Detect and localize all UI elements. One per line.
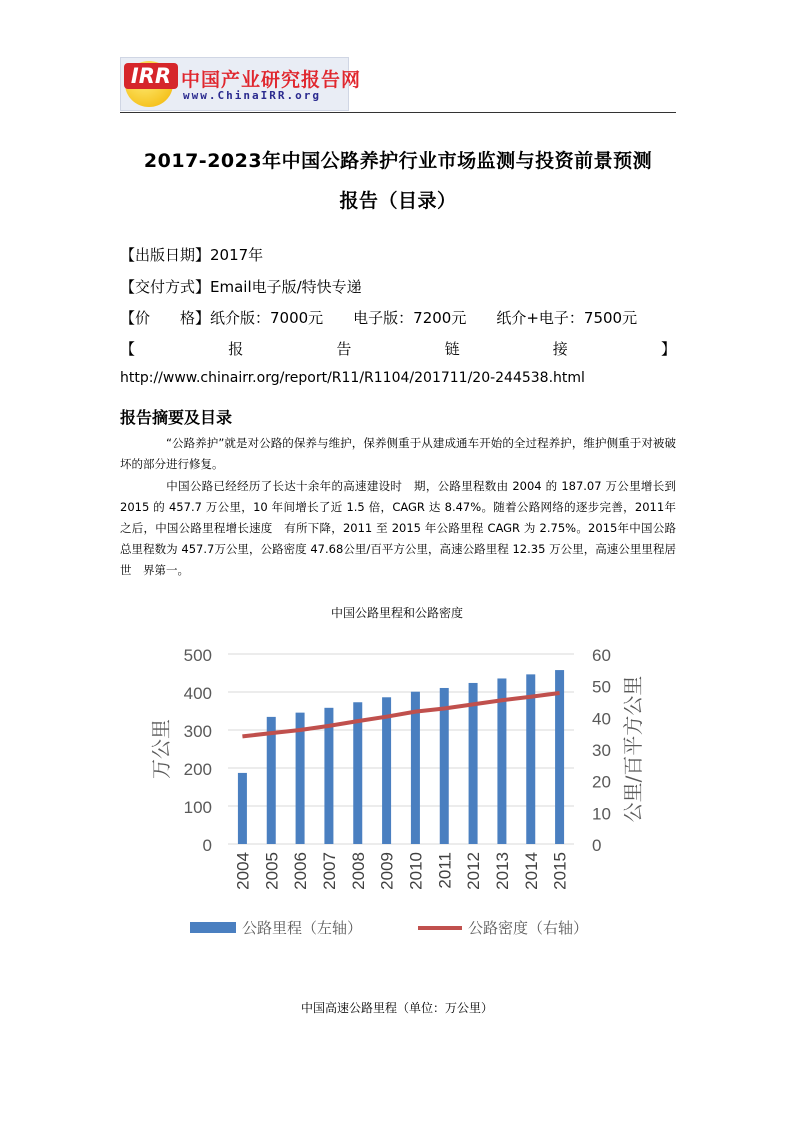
x-tick-label: 2009 (377, 852, 397, 890)
road-mileage-chart (0, 620, 794, 940)
left-tick-label: 400 (183, 684, 212, 703)
right-tick-label: 10 (592, 804, 611, 824)
right-tick-label: 30 (592, 741, 611, 760)
report-link-label (120, 338, 676, 359)
x-tick-label: 2015 (550, 852, 570, 890)
legend-swatch-bar (190, 922, 236, 933)
left-tick-label: 100 (183, 798, 212, 817)
link-label-char: 】 (660, 340, 676, 358)
link-label-char: 接 (552, 340, 568, 358)
chart-title: 中国公路里程和公路密度 (330, 606, 463, 620)
next-chart-caption: 中国高速公路里程（单位：万公里） (300, 1001, 493, 1015)
price-info: 【价 格】纸介版：7000元 电子版：7200元 纸介+电子：7500元 (120, 309, 638, 327)
company-logo (120, 57, 362, 111)
right-axis-title: 公里/百平方公里 (621, 675, 645, 823)
x-tick-label: 2014 (521, 852, 541, 890)
summary-paragraph-2: 中国公路已经经历了长达十余年的高速建设时 期，公路里程数由 2004 的 187.07 万公里增长到 2015 的 457.7 万公里，10 年间增长了近 1.5 倍，CAGR 达 8.47%。随着公路网络的逐步完善，2011年之后，中国公路里程增长速度 有所下降，2011 至 2015 年公路里程 CAGR 为 2.75%。2015年中国公路总里程数为 457.7万公里，公路密度 47.68公里/百平方公里，高速公路里程 12.35 万公里，高速公里里程居世 界第一。 (120, 479, 676, 577)
publish-date: 【出版日期】2017年 (120, 246, 264, 264)
right-tick-label: 0 (592, 836, 602, 855)
x-tick-label: 2012 (464, 852, 484, 890)
report-link-url[interactable]: http://www.chinairr.org/report/R11/R1104/201711/20-244538.html (120, 370, 585, 386)
logo-badge-text: IRR (124, 63, 178, 89)
x-tick-label: 2011 (435, 852, 455, 889)
bar-2010 (411, 692, 420, 844)
left-tick-label: 300 (183, 722, 212, 741)
x-tick-label: 2005 (262, 852, 282, 890)
legend-label-line: 公路密度（右轴） (468, 919, 589, 937)
left-tick-label: 200 (183, 760, 212, 779)
x-tick-label: 2004 (233, 852, 253, 890)
legend-label-bar: 公路里程（左轴） (242, 919, 363, 937)
section-title: 报告摘要及目录 (120, 408, 233, 427)
bar-2005 (267, 717, 276, 844)
report-title-line1: 2017-2023年中国公路养护行业市场监测与投资前景预测 (143, 150, 653, 172)
link-label-char: 告 (336, 340, 352, 358)
x-tick-label: 2007 (319, 852, 339, 890)
logo-brand-url: www.ChinaIRR.org (183, 89, 321, 102)
delivery-method: 【交付方式】Email电子版/特快专递 (120, 278, 362, 296)
left-tick-label: 500 (183, 646, 212, 665)
logo-brand-name: 中国产业研究报告网 (181, 69, 362, 91)
bar-2012 (469, 683, 478, 844)
x-tick-label: 2008 (348, 852, 368, 890)
bar-2011 (440, 688, 449, 844)
bar-2013 (497, 678, 506, 844)
bar-2014 (526, 674, 535, 844)
x-tick-label: 2006 (291, 852, 311, 890)
bar-2015 (555, 670, 564, 844)
x-tick-label: 2010 (406, 852, 426, 890)
bar-2009 (382, 697, 391, 844)
header-divider (120, 112, 676, 113)
link-label-char: 【 (120, 340, 136, 358)
right-tick-label: 60 (592, 646, 611, 665)
left-tick-label: 0 (202, 836, 212, 855)
report-title-line2: 报告（目录） (339, 190, 457, 212)
left-axis-title: 万公里 (149, 719, 173, 779)
link-label-char: 报 (228, 340, 244, 358)
right-tick-label: 50 (592, 677, 611, 697)
bar-2004 (238, 773, 247, 844)
link-label-char: 链 (444, 340, 460, 358)
summary-paragraph-1: “公路养护”就是对公路的保养与维护，保养侧重于从建成通车开始的全过程养护，维护侧重于对被破坏的部分进行修复。 (120, 436, 676, 471)
right-tick-label: 40 (592, 709, 611, 729)
right-tick-label: 20 (592, 772, 611, 792)
x-tick-label: 2013 (492, 852, 512, 890)
